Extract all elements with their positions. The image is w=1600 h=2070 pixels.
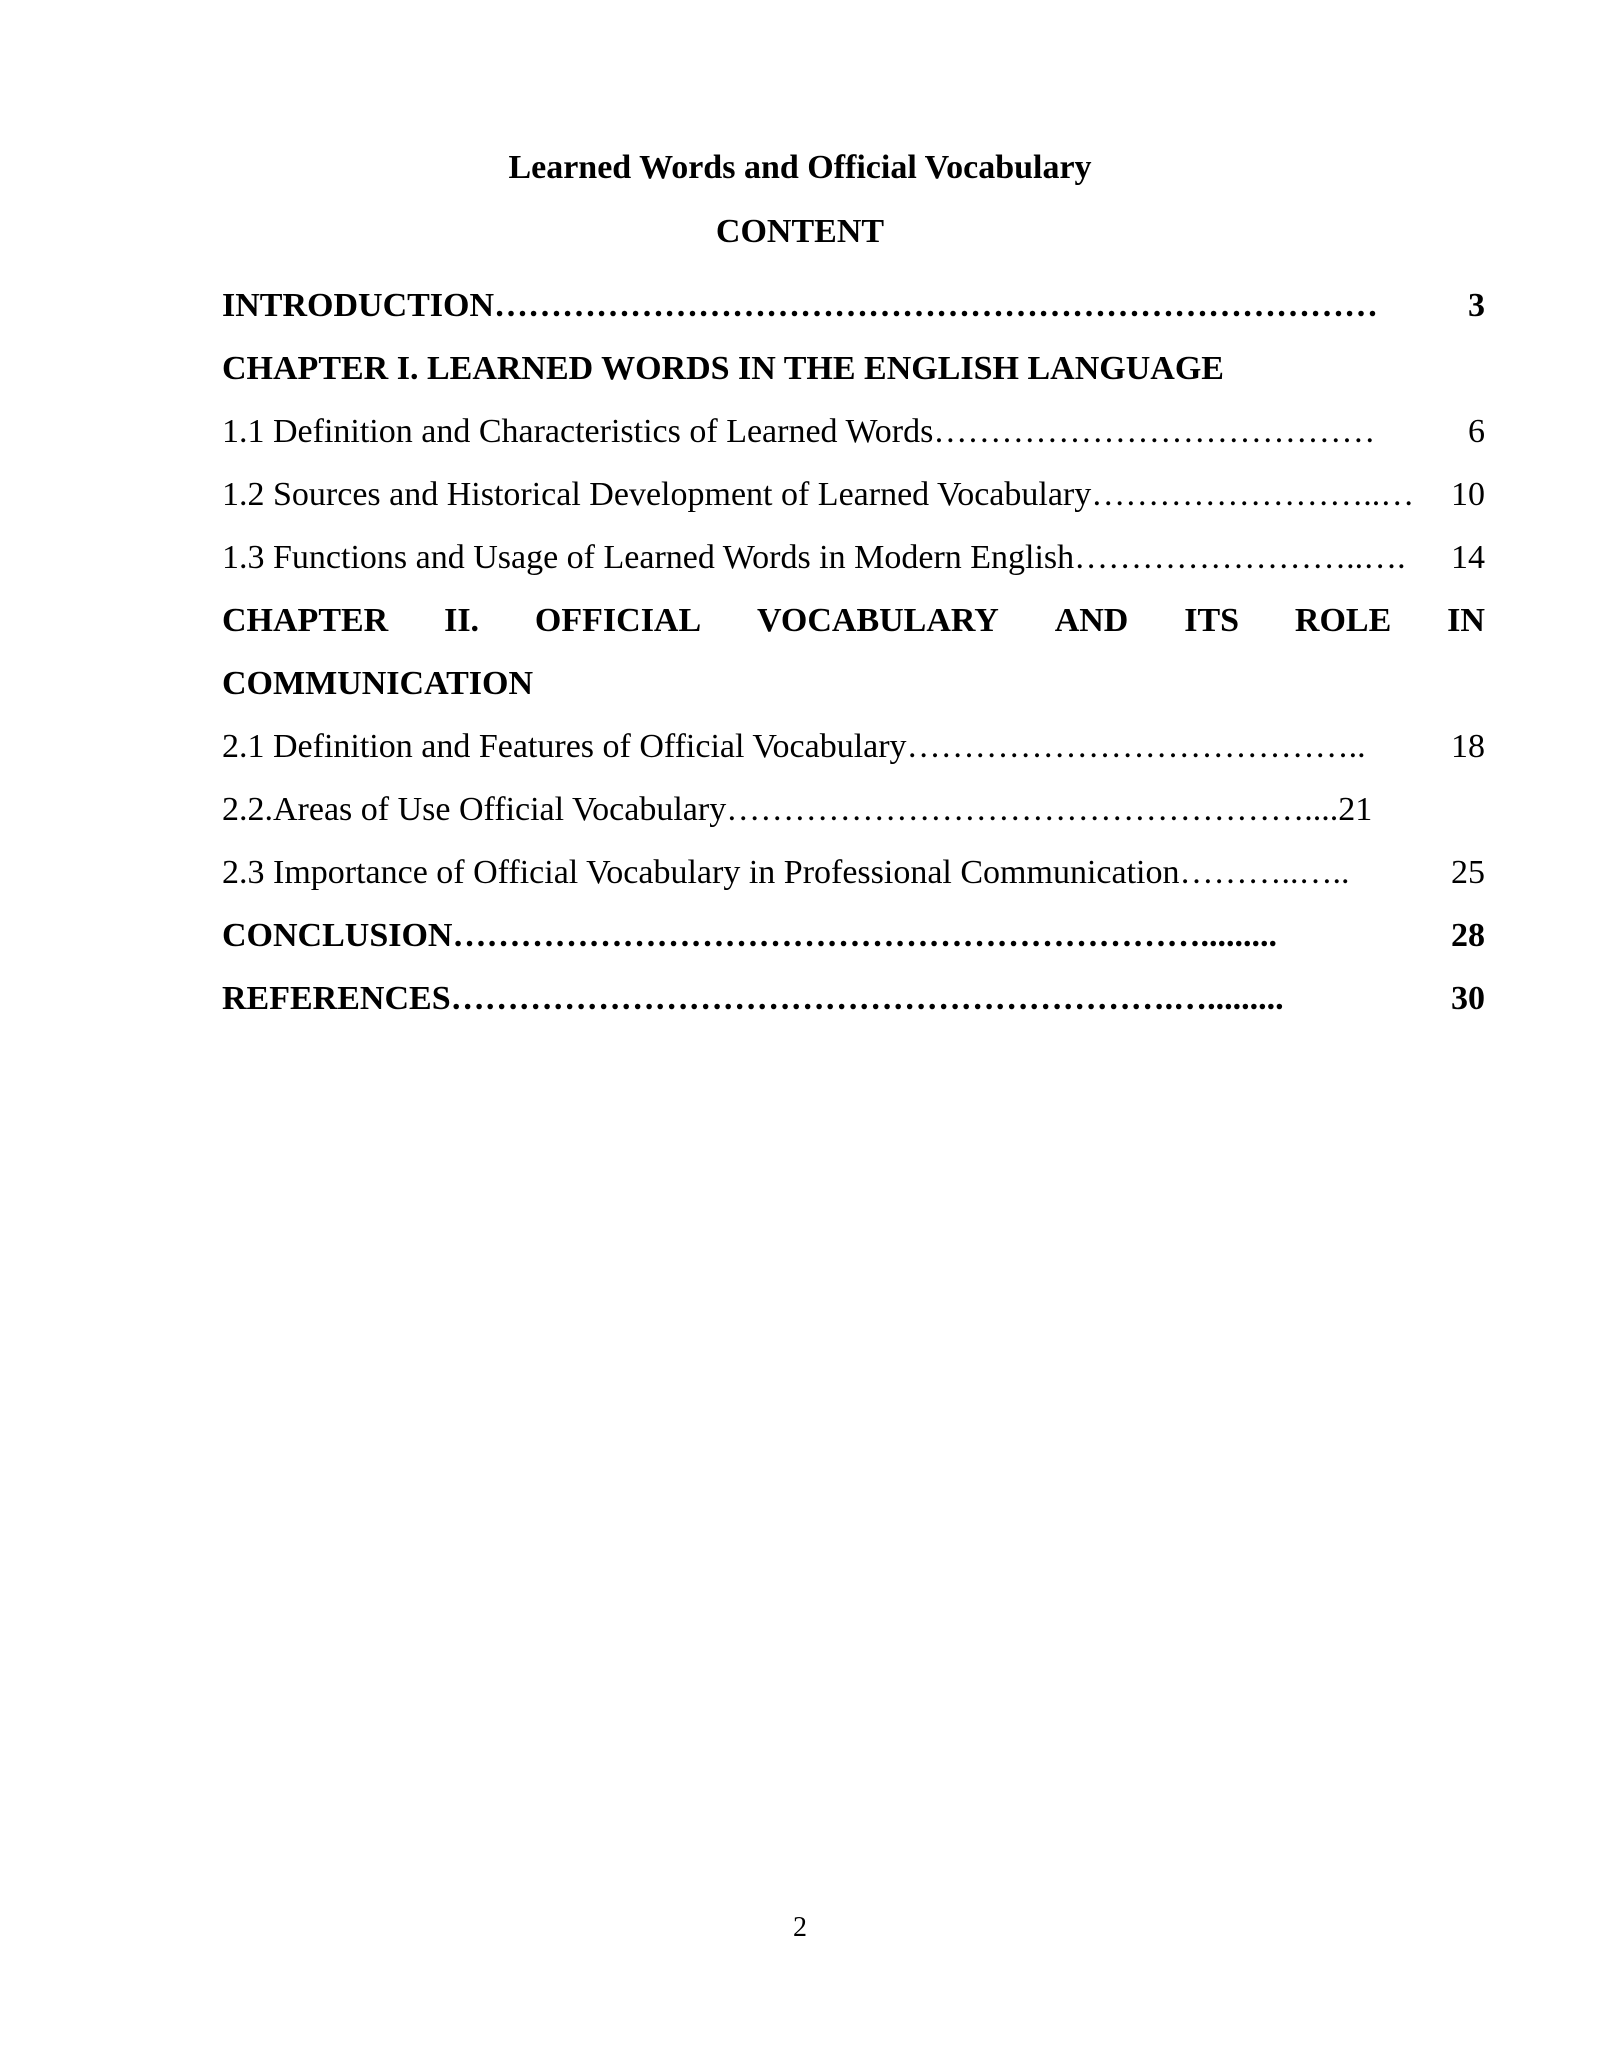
table-of-contents <box>222 274 1485 1030</box>
toc-entry-leader: …………………………………………………………………… <box>494 286 1379 324</box>
toc-entry-leader: …………………………………………….... <box>726 790 1339 828</box>
toc-entry-leader: ……………………..… <box>1091 475 1415 513</box>
content-heading: CONTENT <box>715 213 885 250</box>
toc-heading-word: ROLE <box>1294 601 1392 639</box>
toc-entry-label: 2.2.Areas of Use Official Vocabulary <box>222 790 727 828</box>
toc-entry-conclusion <box>222 904 1485 967</box>
toc-entry-label: 2.1 Definition and Features of Official Vocabulary <box>222 727 907 765</box>
toc-entry-leader: ………………………………… <box>933 412 1376 450</box>
toc-entry-label: CONCLUSION <box>222 916 453 954</box>
toc-entry-label: 1.1 Definition and Characteristics of Learned Words <box>222 412 934 450</box>
document-title: Learned Words and Official Vocabulary <box>508 149 1092 186</box>
toc-entry-label: REFERENCES <box>222 979 451 1017</box>
toc-entry-leader: ……………………………………………………….…......... <box>450 979 1284 1017</box>
toc-entry-1-1 <box>222 400 1485 463</box>
toc-heading-word: IN <box>1447 601 1485 639</box>
toc-entry-label: CHAPTER I. LEARNED WORDS IN THE ENGLISH LANGUAGE <box>222 349 1224 387</box>
toc-entry-references <box>222 967 1485 1030</box>
page-number: 2 <box>793 1912 807 1943</box>
toc-entry-label: 1.2 Sources and Historical Development of Learned Vocabulary <box>222 475 1092 513</box>
toc-entry-page: 14 <box>1451 538 1485 576</box>
toc-entry-2-1 <box>222 715 1485 778</box>
toc-entry-page: 3 <box>1468 286 1485 324</box>
toc-entry-1-3 <box>222 526 1485 589</box>
toc-entry-page: 30 <box>1451 979 1485 1017</box>
toc-heading-word: AND <box>1054 601 1129 639</box>
toc-entry-leader: ………………………………….. <box>906 727 1366 765</box>
toc-entry-page: 25 <box>1451 853 1485 891</box>
toc-entry-page: 21 <box>1338 790 1373 828</box>
toc-entry-leader: …………………………………………………………......... <box>452 916 1277 954</box>
toc-entry-label: COMMUNICATION <box>222 664 534 702</box>
toc-entry-page: 6 <box>1468 412 1485 450</box>
toc-entry-1-2 <box>222 463 1485 526</box>
toc-heading-word: VOCABULARY <box>757 601 999 639</box>
toc-entry-page: 10 <box>1451 475 1485 513</box>
toc-chapter-2-heading <box>222 589 1485 652</box>
toc-heading-word: CHAPTER <box>222 601 389 639</box>
toc-heading-word: II. <box>444 601 480 639</box>
toc-chapter-1-heading <box>222 337 1485 400</box>
toc-entry-introduction <box>222 274 1485 337</box>
toc-heading-word: ITS <box>1184 601 1240 639</box>
toc-entry-page: 28 <box>1451 916 1485 954</box>
toc-entry-2-3 <box>222 841 1485 904</box>
toc-heading-word: OFFICIAL <box>534 601 702 639</box>
toc-chapter-2-heading-continued <box>222 652 1485 715</box>
toc-entry-leader: ……………………..…. <box>1074 538 1406 576</box>
toc-entry-label: 2.3 Importance of Official Vocabulary in Professional Communication <box>222 853 1180 891</box>
toc-entry-page: 18 <box>1451 727 1485 765</box>
toc-entry-leader: ………..….. <box>1179 853 1350 891</box>
toc-entry-label: INTRODUCTION <box>222 286 495 324</box>
toc-entry-label: 1.3 Functions and Usage of Learned Words in Modern English <box>222 538 1075 576</box>
toc-entry-2-2 <box>222 778 1485 841</box>
